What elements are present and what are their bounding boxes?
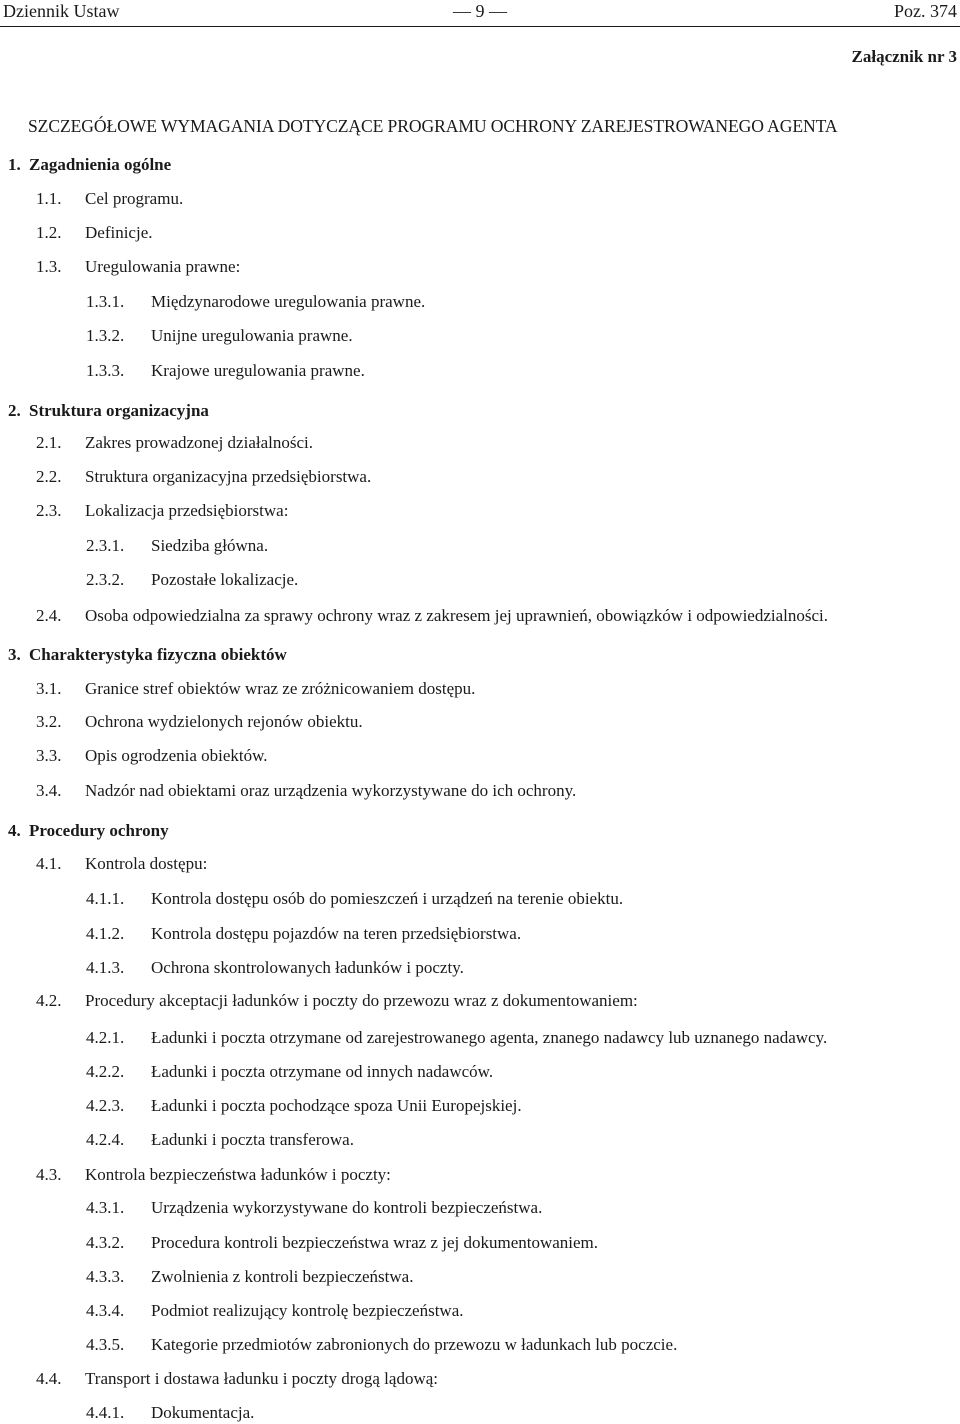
item-number: 4.: [8, 821, 21, 840]
item-text: Nadzór nad obiektami oraz urządzenia wykorzystywane do ich ochrony.: [85, 781, 577, 800]
item-number: 4.3.4.: [86, 1301, 125, 1320]
item-number: 4.3.3.: [86, 1267, 125, 1286]
item-number: 4.2.2.: [86, 1062, 125, 1081]
item-number: 2.4.: [36, 606, 62, 625]
item-number: 1.3.2.: [86, 326, 125, 345]
page-header: [0, 0, 960, 26]
item-number: 4.3.5.: [86, 1335, 125, 1354]
item-number: 4.1.2.: [86, 924, 125, 943]
item-text: Kontrola dostępu pojazdów na teren przedsiębiorstwa.: [151, 924, 522, 943]
journal-name: Dziennik Ustaw: [3, 1, 120, 21]
item-number: 2.: [8, 401, 21, 420]
item-text: Ładunki i poczta otrzymane od zarejestrowanego agenta, znanego nadawcy lub uznanego nadawcy.: [151, 1028, 828, 1047]
item-text: Kontrola dostępu osób do pomieszczeń i urządzeń na terenie obiektu.: [151, 889, 624, 908]
header-rule: [0, 26, 960, 27]
item-number: 4.1.1.: [86, 889, 125, 908]
item-number: 1.2.: [36, 223, 62, 242]
item-number: 3.2.: [36, 712, 62, 731]
item-text: Definicje.: [85, 223, 153, 242]
item-text: Procedura kontroli bezpieczeństwa wraz z jej dokumentowaniem.: [151, 1233, 599, 1252]
item-text: Ładunki i poczta pochodzące spoza Unii Europejskiej.: [151, 1096, 522, 1115]
item-text: Procedury ochrony: [29, 821, 169, 840]
item-text: Lokalizacja przedsiębiorstwa:: [85, 501, 289, 520]
item-text: Uregulowania prawne:: [85, 257, 241, 276]
item-text: Transport i dostawa ładunku i poczty drogą lądową:: [85, 1369, 438, 1388]
item-text: Zakres prowadzonej działalności.: [85, 433, 313, 452]
item-number: 4.1.: [36, 854, 62, 873]
item-number: 4.4.1.: [86, 1403, 125, 1422]
item-text: Zagadnienia ogólne: [29, 155, 172, 174]
item-number: 1.: [8, 155, 21, 174]
item-number: 3.: [8, 645, 21, 664]
item-number: 4.2.1.: [86, 1028, 125, 1047]
item-number: 4.3.1.: [86, 1198, 125, 1217]
item-text: Granice stref obiektów wraz ze zróżnicowaniem dostępu.: [85, 679, 476, 698]
item-number: 2.1.: [36, 433, 62, 452]
item-text: Unijne uregulowania prawne.: [151, 326, 353, 345]
item-text: Urządzenia wykorzystywane do kontroli bezpieczeństwa.: [151, 1198, 543, 1217]
item-number: 1.3.3.: [86, 361, 125, 380]
item-text: Charakterystyka fizyczna obiektów: [29, 645, 287, 664]
item-text: Zwolnienia z kontroli bezpieczeństwa.: [151, 1267, 414, 1286]
item-text: Podmiot realizujący kontrolę bezpieczeństwa.: [151, 1301, 464, 1320]
item-number: 3.4.: [36, 781, 62, 800]
item-number: 3.1.: [36, 679, 62, 698]
item-text: Osoba odpowiedzialna za sprawy ochrony wraz z zakresem jej uprawnień, obowiązków i odpowiedzialności.: [85, 606, 829, 625]
item-number: 4.2.3.: [86, 1096, 125, 1115]
item-text: Pozostałe lokalizacje.: [151, 570, 299, 589]
item-text: Opis ogrodzenia obiektów.: [85, 746, 268, 765]
position-number: Poz. 374: [894, 1, 957, 21]
item-text: Ochrona skontrolowanych ładunków i poczty.: [151, 958, 464, 977]
item-number: 4.2.: [36, 991, 62, 1010]
item-number: 4.3.2.: [86, 1233, 125, 1252]
item-number: 2.3.2.: [86, 570, 125, 589]
item-text: Siedziba główna.: [151, 536, 269, 555]
item-number: 1.1.: [36, 189, 62, 208]
item-text: Ładunki i poczta otrzymane od innych nadawców.: [151, 1062, 494, 1081]
item-text: Struktura organizacyjna: [29, 401, 209, 420]
item-number: 2.3.1.: [86, 536, 125, 555]
document-title: SZCZEGÓŁOWE WYMAGANIA DOTYCZĄCE PROGRAMU OCHRONY ZAREJESTROWANEGO AGENTA: [28, 116, 838, 136]
item-number: 4.4.: [36, 1369, 62, 1388]
item-text: Ładunki i poczta transferowa.: [151, 1130, 354, 1149]
item-text: Krajowe uregulowania prawne.: [151, 361, 365, 380]
item-text: Kategorie przedmiotów zabronionych do przewozu w ładunkach lub poczcie.: [151, 1335, 678, 1354]
item-text: Kontrola dostępu:: [85, 854, 208, 873]
item-text: Międzynarodowe uregulowania prawne.: [151, 292, 426, 311]
item-number: 1.3.1.: [86, 292, 125, 311]
item-text: Struktura organizacyjna przedsiębiorstwa.: [85, 467, 372, 486]
item-text: Dokumentacja.: [151, 1403, 255, 1422]
page-number: — 9 —: [453, 1, 507, 21]
item-text: Procedury akceptacji ładunków i poczty do przewozu wraz z dokumentowaniem:: [85, 991, 638, 1010]
item-number: 2.3.: [36, 501, 62, 520]
annex-label: Załącznik nr 3: [851, 47, 957, 66]
item-number: 2.2.: [36, 467, 62, 486]
item-number: 4.3.: [36, 1165, 62, 1184]
item-text: Ochrona wydzielonych rejonów obiektu.: [85, 712, 363, 731]
item-number: 4.1.3.: [86, 958, 125, 977]
item-number: 1.3.: [36, 257, 62, 276]
item-text: Cel programu.: [85, 189, 184, 208]
item-number: 4.2.4.: [86, 1130, 125, 1149]
item-number: 3.3.: [36, 746, 62, 765]
item-text: Kontrola bezpieczeństwa ładunków i poczty:: [85, 1165, 391, 1184]
